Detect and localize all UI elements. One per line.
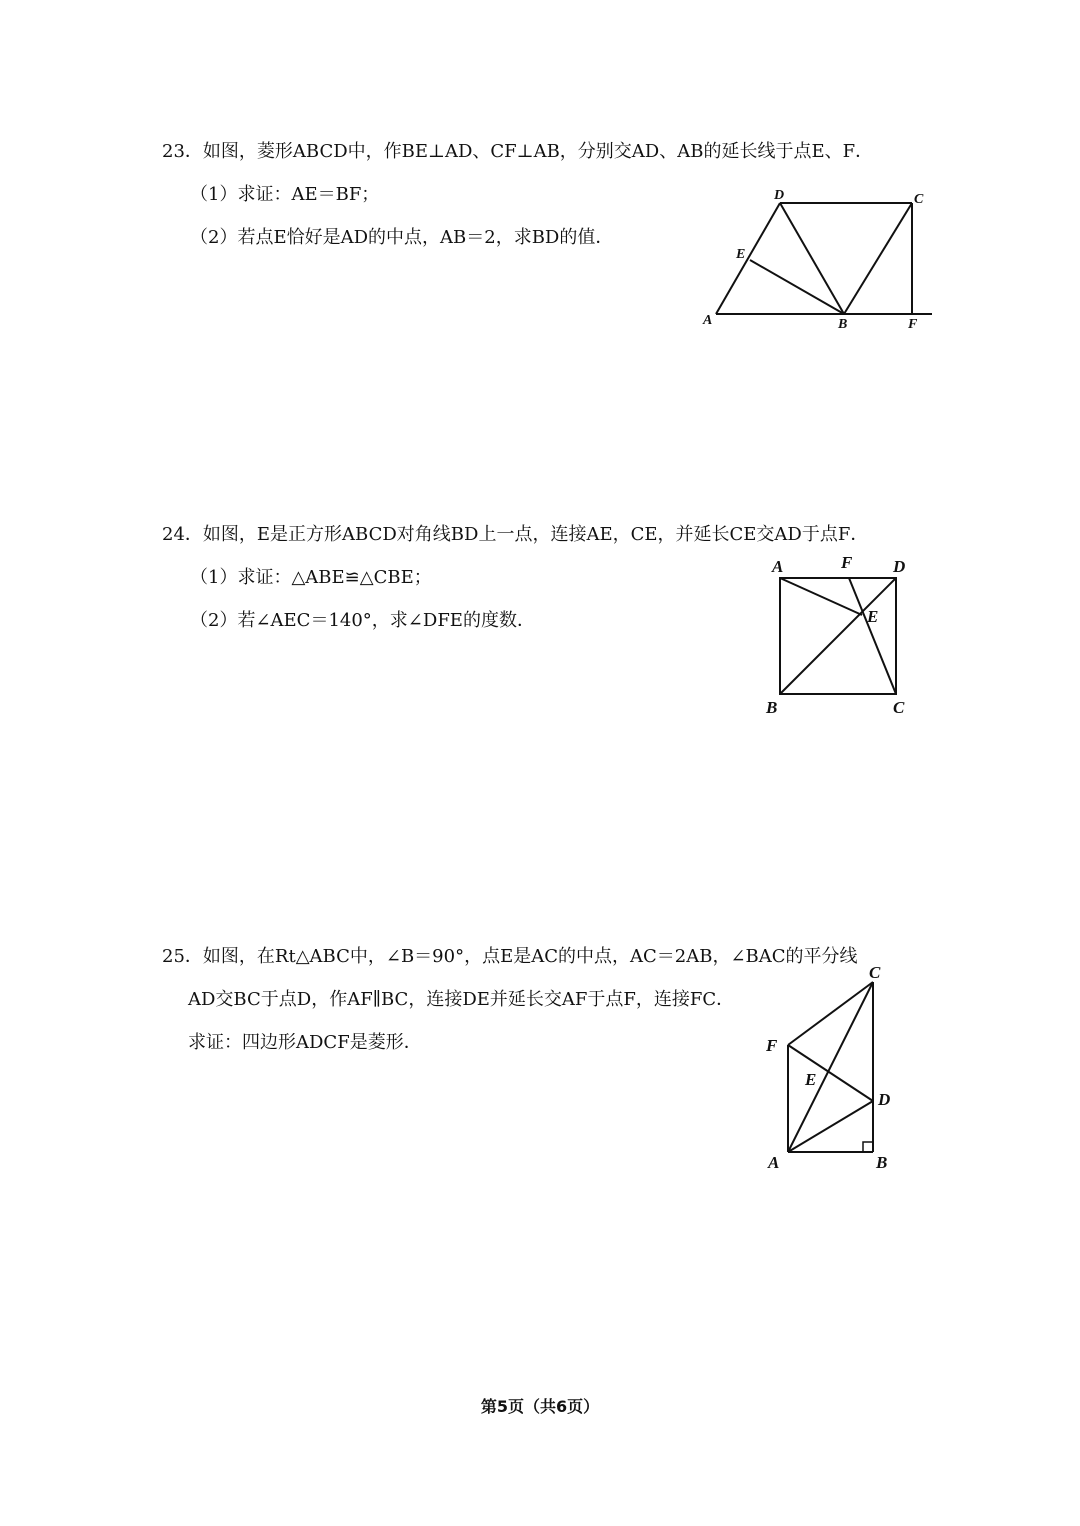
label-C: C [914, 192, 924, 207]
label-F: F [766, 1036, 778, 1055]
label-C: C [869, 963, 881, 982]
problem-25-stem-line-1: 25．如图，在Rt△ABC中，∠B＝90°，点E是AC的中点，AC＝2AB，∠BAC的平分线 [162, 946, 858, 967]
label-B: B [766, 698, 778, 717]
line-BE [750, 260, 844, 314]
label-C: C [893, 698, 905, 717]
label-A: A [772, 557, 784, 576]
page-footer: 第5页（共6页） [480, 1397, 600, 1416]
diag-BD [780, 578, 896, 694]
problem-25-stem-line-2: AD交BC于点D，作AF∥BC，连接DE并延长交AF于点F，连接FC． [188, 989, 735, 1010]
label-D: D [878, 1090, 891, 1109]
problem-23-stem: 23．如图，菱形ABCD中，作BE⊥AD、CF⊥AB，分别交AD、AB的延长线于点E、F． [162, 141, 874, 162]
line-AD [716, 203, 780, 314]
problem-24-stem: 24．如图，E是正方形ABCD对角线BD上一点，连接AE，CE，并延长CE交AD于点F． [162, 524, 869, 545]
label-F: F [908, 317, 918, 332]
label-A: A [768, 1153, 780, 1172]
problem-24-part-2: （2）若∠AEC＝140°，求∠DFE的度数． [190, 610, 535, 631]
line-AE [780, 578, 862, 615]
label-B: B [838, 317, 848, 332]
problem-24-part-1: （1）求证：△ABE≌△CBE； [190, 567, 432, 588]
line-CB [844, 203, 912, 314]
line-FC [788, 982, 873, 1045]
label-A: A [703, 313, 713, 328]
right-angle-mark [863, 1142, 873, 1152]
label-B: B [876, 1153, 888, 1172]
label-E: E [867, 607, 879, 626]
problem-23-part-2: （2）若点E恰好是AD的中点，AB＝2，求BD的值． [190, 227, 614, 248]
label-E: E [736, 247, 746, 262]
label-E: E [805, 1070, 817, 1089]
problem-25-prove: 求证：四边形ADCF是菱形． [188, 1032, 422, 1053]
line-DB [780, 203, 844, 314]
label-F: F [841, 553, 853, 572]
line-CF [849, 578, 896, 694]
line-FD [788, 1045, 873, 1101]
problem-23-part-1: （1）求证：AE＝BF； [190, 184, 380, 205]
label-D: D [774, 188, 785, 203]
label-D: D [893, 557, 906, 576]
